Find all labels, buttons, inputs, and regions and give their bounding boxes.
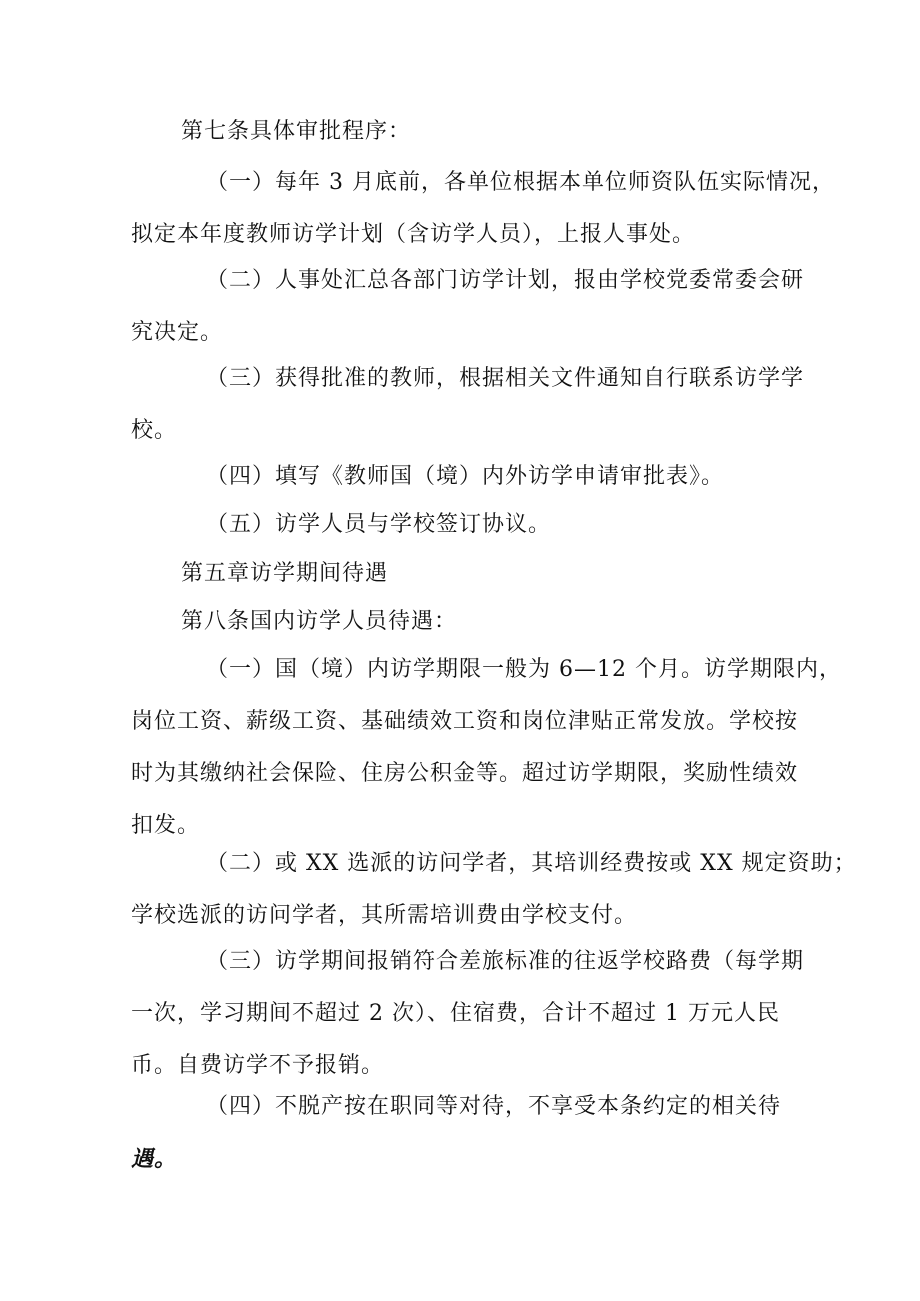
paragraph-benefit-3: [131, 949, 805, 1079]
paragraph-step-4: [131, 464, 791, 490]
paragraph-benefit-4: [131, 1094, 791, 1172]
text-line: （二）人事处汇总各部门访学计划，报由学校党委常委会研: [206, 268, 805, 293]
article-8-heading: [131, 609, 791, 635]
text-line: 拟定本年度教师访学计划（含访学人员），上报人事处。: [131, 222, 696, 247]
text-line: （二）或 XX 选派的访问学者，其培训经费按或 XX 规定资助；: [206, 851, 857, 876]
text-line: 扣发。: [131, 813, 201, 838]
text-line: （一）国（境）内访学期限一般为 6—12 个月。访学期限内，: [206, 657, 842, 682]
text-line: 学校选派的访问学者，其所需培训费由学校支付。: [131, 903, 638, 928]
text-line: （四）填写《教师国（境）内外访学申请审批表》。: [206, 464, 725, 489]
text-line: 校。: [131, 418, 178, 443]
text-line: 第七条具体审批程序：: [181, 119, 412, 144]
text-line: （三）获得批准的教师，根据相关文件通知自行联系访学学: [206, 366, 805, 391]
chapter-5-heading: [131, 561, 791, 587]
text-line: 第五章访学期间待遇: [181, 561, 389, 586]
paragraph-step-3: [131, 366, 805, 444]
paragraph-benefit-2: [131, 851, 857, 929]
paragraph-step-1: [131, 170, 835, 248]
text-line: 币。自费访学不予报销。: [131, 1053, 385, 1078]
text-line: （三）访学期间报销符合差旅标准的往返学校路费（每学期: [206, 949, 805, 974]
paragraph-step-5: [131, 512, 791, 538]
text-line: 时为其缴纳社会保险、住房公积金等。超过访学期限，奖励性绩效: [131, 761, 799, 786]
text-line: 遇。: [131, 1146, 178, 1172]
text-line: 究决定。: [131, 320, 224, 345]
paragraph-step-2: [131, 268, 805, 346]
text-line: （五）访学人员与学校签订协议。: [206, 512, 552, 537]
paragraph-benefit-1: [131, 657, 842, 839]
article-7-heading: [131, 119, 791, 145]
text-line: 岗位工资、薪级工资、基础绩效工资和岗位津贴正常发放。学校按: [131, 709, 799, 734]
text-line: （四）不脱产按在职同等对待，不享受本条约定的相关待: [206, 1094, 782, 1119]
text-line: 一次，学习期间不超过 2 次）、住宿费，合计不超过 1 万元人民: [131, 1001, 780, 1026]
text-line: 第八条国内访学人员待遇：: [181, 609, 458, 634]
text-line: （一）每年 3 月底前，各单位根据本单位师资队伍实际情况，: [206, 170, 835, 195]
